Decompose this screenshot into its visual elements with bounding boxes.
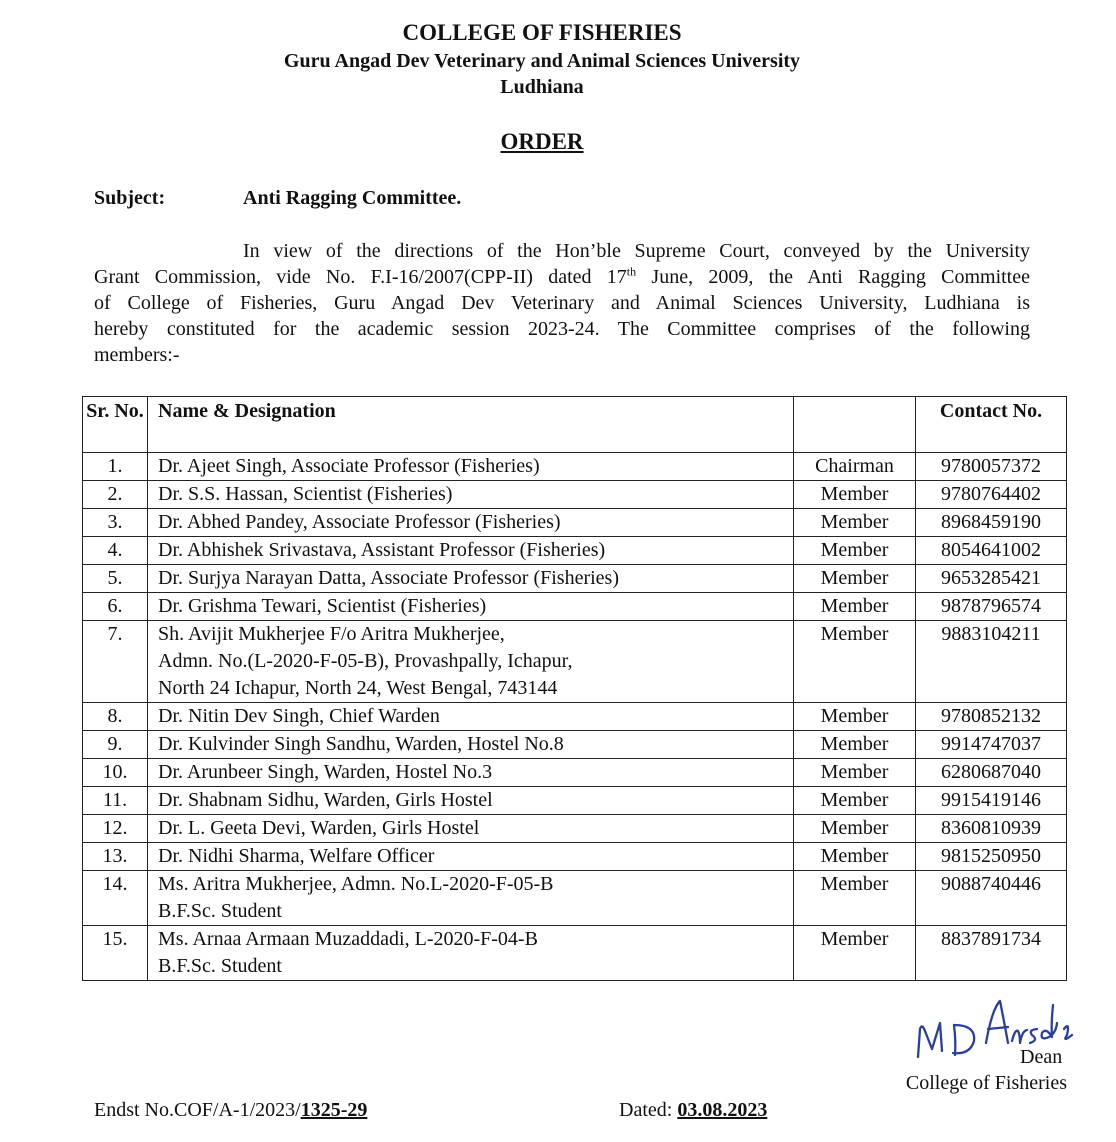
endorsement-number (94, 1099, 367, 1122)
body-line-3: of College of Fisheries, Guru Angad Dev Veterinary and Animal Sciences University, Ludhiana is (94, 292, 1030, 314)
member-sr-no: 9. (83, 731, 148, 759)
table-row (83, 926, 1067, 981)
endorsement-range: 1325-29 (300, 1099, 368, 1121)
member-contact-no: 9878796574 (916, 593, 1067, 621)
date-superscript: th (626, 264, 637, 279)
table-header-row (83, 397, 1067, 453)
member-role: Member (794, 703, 916, 731)
table-row (83, 731, 1067, 759)
member-name-designation (148, 481, 794, 509)
member-sr-no: 2. (83, 481, 148, 509)
member-sr-no: 14. (83, 871, 148, 926)
member-name-designation (148, 926, 794, 981)
member-sr-no: 4. (83, 537, 148, 565)
table-body (83, 453, 1067, 981)
table-row (83, 453, 1067, 481)
member-role: Member (794, 926, 916, 981)
date-value: 03.08.2023 (677, 1099, 768, 1121)
member-contact-no: 8054641002 (916, 537, 1067, 565)
body-line-2-text: Grant Commission, vide No. F.I-16/2007(CPP-II) dated 17 (94, 266, 627, 288)
member-contact-no: 9653285421 (916, 565, 1067, 593)
table-row (83, 787, 1067, 815)
member-contact-no: 9815250950 (916, 843, 1067, 871)
member-name-designation (148, 453, 794, 481)
member-role: Member (794, 565, 916, 593)
member-sr-no: 3. (83, 509, 148, 537)
body-line-4: hereby constituted for the academic session 2023-24. The Committee comprises of the following (94, 318, 1030, 340)
member-sr-no: 8. (83, 703, 148, 731)
member-sr-no: 6. (83, 593, 148, 621)
table-row (83, 537, 1067, 565)
member-sr-no: 5. (83, 565, 148, 593)
member-contact-no: 8837891734 (916, 926, 1067, 981)
date-label: Dated: (619, 1099, 678, 1121)
member-contact-no: 9914747037 (916, 731, 1067, 759)
table-row (83, 815, 1067, 843)
order-date (619, 1099, 767, 1122)
member-contact-no: 9780764402 (916, 481, 1067, 509)
member-contact-no: 9088740446 (916, 871, 1067, 926)
member-name-line: Dr. Nitin Dev Singh, Chief Warden (158, 705, 440, 727)
member-name-designation (148, 731, 794, 759)
table-row (83, 593, 1067, 621)
member-role: Member (794, 731, 916, 759)
member-name-designation (148, 871, 794, 926)
member-role: Member (794, 843, 916, 871)
member-role: Member (794, 537, 916, 565)
member-name-line: North 24 Ichapur, North 24, West Bengal, 743144 (158, 677, 558, 699)
member-name-line: Dr. Kulvinder Singh Sandhu, Warden, Hostel No.8 (158, 733, 564, 755)
body-line-2-text-end: June, 2009, the Anti Ragging Committee (636, 266, 1030, 288)
member-name-line: Sh. Avijit Mukherjee F/o Aritra Mukherjee, (158, 623, 505, 645)
table-row (83, 871, 1067, 926)
member-name-line: Dr. Arunbeer Singh, Warden, Hostel No.3 (158, 761, 493, 783)
document-title: ORDER (500, 129, 584, 154)
member-sr-no: 7. (83, 621, 148, 703)
header-sr-no: Sr. No. (83, 397, 148, 453)
header-role (794, 397, 916, 453)
table-row (83, 565, 1067, 593)
city-name: Ludhiana (500, 76, 584, 98)
table-row (83, 509, 1067, 537)
header-contact-no: Contact No. (916, 397, 1067, 453)
member-name-line: Dr. Ajeet Singh, Associate Professor (Fisheries) (158, 455, 540, 477)
member-name-line: Dr. Shabnam Sidhu, Warden, Girls Hostel (158, 789, 493, 811)
member-name-line: Dr. Surjya Narayan Datta, Associate Professor (Fisheries) (158, 567, 619, 589)
committee-table (82, 396, 1067, 981)
table-row (83, 843, 1067, 871)
member-sr-no: 10. (83, 759, 148, 787)
member-contact-no: 6280687040 (916, 759, 1067, 787)
member-name-designation (148, 787, 794, 815)
member-contact-no: 9915419146 (916, 787, 1067, 815)
member-name-designation (148, 537, 794, 565)
member-role: Member (794, 509, 916, 537)
endorsement-prefix: Endst No.COF/A-1/2023/ (94, 1099, 301, 1121)
member-name-designation (148, 759, 794, 787)
signatory-designation: Dean (1020, 1046, 1063, 1068)
signatory-office: College of Fisheries (905, 1072, 1067, 1094)
member-name-line: B.F.Sc. Student (158, 900, 282, 922)
table-row (83, 759, 1067, 787)
member-name-line: Ms. Arnaa Armaan Muzaddadi, L-2020-F-04-B (158, 928, 538, 950)
member-contact-no: 8968459190 (916, 509, 1067, 537)
member-role: Member (794, 759, 916, 787)
member-name-designation (148, 815, 794, 843)
member-sr-no: 13. (83, 843, 148, 871)
body-line-5: members:- (94, 344, 180, 366)
member-name-designation (148, 593, 794, 621)
member-contact-no: 9883104211 (916, 621, 1067, 703)
subject-label: Subject: (94, 187, 166, 209)
member-contact-no: 8360810939 (916, 815, 1067, 843)
subject-value: Anti Ragging Committee. (243, 187, 462, 209)
member-role: Member (794, 871, 916, 926)
member-role: Member (794, 481, 916, 509)
university-name: Guru Angad Dev Veterinary and Animal Sciences University (283, 50, 801, 72)
member-name-designation (148, 565, 794, 593)
member-name-designation (148, 621, 794, 703)
member-name-line: Dr. Abhishek Srivastava, Assistant Professor (Fisheries) (158, 539, 606, 561)
member-sr-no: 12. (83, 815, 148, 843)
member-name-line: Dr. Abhed Pandey, Associate Professor (Fisheries) (158, 511, 561, 533)
member-name-line: Dr. S.S. Hassan, Scientist (Fisheries) (158, 483, 453, 505)
member-sr-no: 11. (83, 787, 148, 815)
member-name-designation (148, 509, 794, 537)
member-contact-no: 9780852132 (916, 703, 1067, 731)
member-name-line: Dr. L. Geeta Devi, Warden, Girls Hostel (158, 817, 480, 839)
body-line-1: In view of the directions of the Hon’ble Supreme Court, conveyed by the University (243, 240, 1030, 262)
table-row (83, 481, 1067, 509)
table-row (83, 621, 1067, 703)
table-row (83, 703, 1067, 731)
member-name-line: B.F.Sc. Student (158, 955, 282, 977)
member-sr-no: 1. (83, 453, 148, 481)
member-name-line: Ms. Aritra Mukherjee, Admn. No.L-2020-F-05-B (158, 873, 554, 895)
member-role: Chairman (794, 453, 916, 481)
member-name-designation (148, 703, 794, 731)
member-name-line: Dr. Nidhi Sharma, Welfare Officer (158, 845, 435, 867)
member-role: Member (794, 815, 916, 843)
member-role: Member (794, 593, 916, 621)
member-role: Member (794, 787, 916, 815)
member-name-line: Admn. No.(L-2020-F-05-B), Provashpally, Ichapur, (158, 650, 573, 672)
member-role: Member (794, 621, 916, 703)
member-contact-no: 9780057372 (916, 453, 1067, 481)
header-name-designation: Name & Designation (148, 397, 794, 453)
college-name: COLLEGE OF FISHERIES (402, 20, 682, 45)
body-line-2 (94, 264, 1030, 290)
member-name-designation (148, 843, 794, 871)
member-name-line: Dr. Grishma Tewari, Scientist (Fisheries) (158, 595, 487, 617)
member-sr-no: 15. (83, 926, 148, 981)
